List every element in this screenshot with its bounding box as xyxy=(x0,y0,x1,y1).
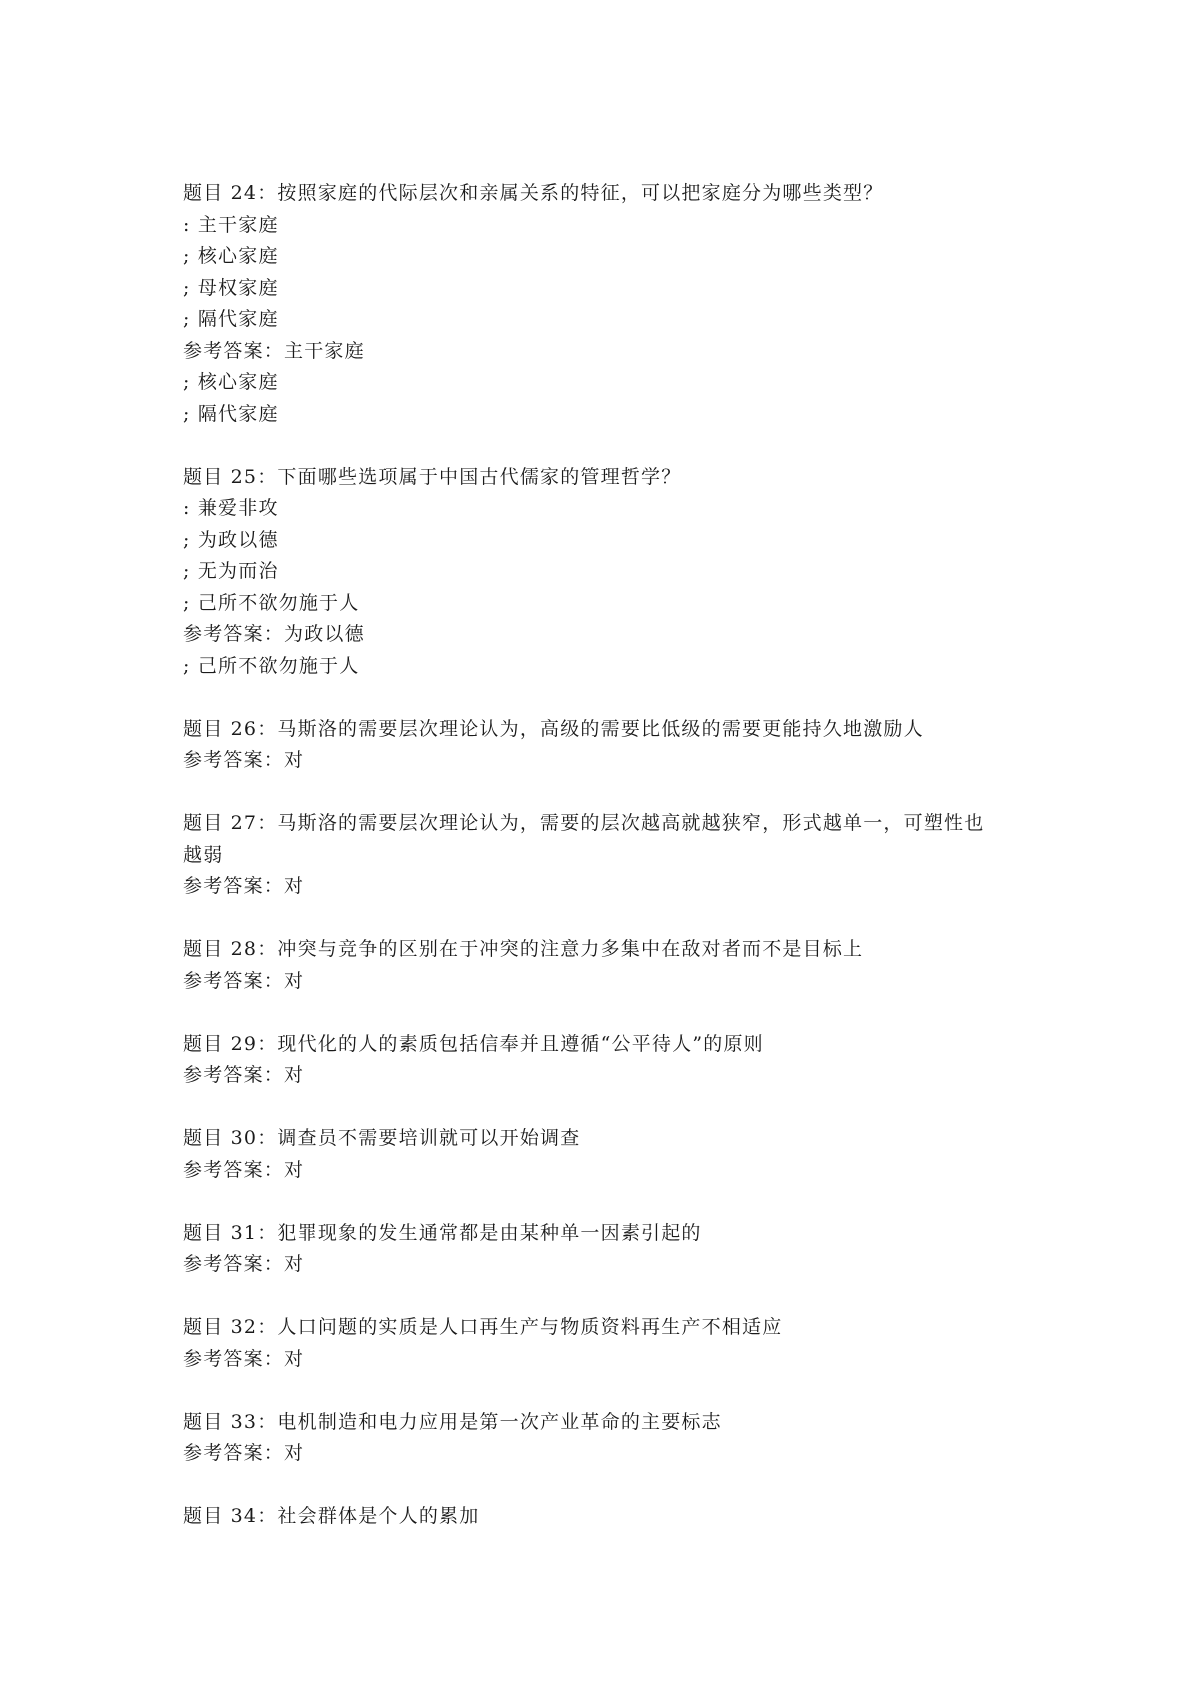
reference-answer: 参考答案：为政以德 xyxy=(183,623,365,645)
reference-answer: 参考答案：对 xyxy=(183,1442,305,1464)
reference-answer: 参考答案：主干家庭 xyxy=(183,339,365,362)
question-block-30 xyxy=(183,1123,1023,1186)
option: : 兼爱非攻 xyxy=(183,497,279,519)
option: ; 为政以德 xyxy=(183,528,279,551)
question-text: 题目 33：电机制造和电力应用是第一次产业革命的主要标志 xyxy=(183,1410,722,1433)
reference-answer: 参考答案：对 xyxy=(183,1064,305,1086)
reference-answer: 参考答案：对 xyxy=(183,749,305,771)
question-block-33 xyxy=(183,1407,1023,1470)
question-text: 题目 30：调查员不需要培训就可以开始调查 xyxy=(183,1127,581,1149)
question-text: 题目 31：犯罪现象的发生通常都是由某种单一因素引起的 xyxy=(183,1221,702,1244)
reference-answer-extra: ; 核心家庭 xyxy=(183,371,279,393)
question-text: 题目 32：人口问题的实质是人口再生产与物质资料再生产不相适应 xyxy=(183,1316,783,1338)
option: ; 无为而治 xyxy=(183,560,279,582)
option: ; 己所不欲勿施于人 xyxy=(183,591,360,614)
question-block-34 xyxy=(183,1501,1023,1533)
question-text: 题目 28：冲突与竞争的区别在于冲突的注意力多集中在敌对者而不是目标上 xyxy=(183,938,864,960)
option: ; 核心家庭 xyxy=(183,245,279,267)
question-list xyxy=(183,178,1023,1564)
question-text: 题目 27：马斯洛的需要层次理论认为，需要的层次越高就越狭窄，形式越单一，可塑性也 xyxy=(183,812,985,834)
reference-answer-extra: ; 己所不欲勿施于人 xyxy=(183,654,360,677)
question-text: 题目 34：社会群体是个人的累加 xyxy=(183,1505,480,1527)
question-block-27 xyxy=(183,808,1023,903)
option: ; 母权家庭 xyxy=(183,276,279,299)
question-block-24 xyxy=(183,178,1023,430)
reference-answer: 参考答案：对 xyxy=(183,875,305,897)
reference-answer: 参考答案：对 xyxy=(183,969,305,992)
question-text-continued: 越弱 xyxy=(183,843,224,866)
question-block-29 xyxy=(183,1029,1023,1092)
question-block-25 xyxy=(183,462,1023,683)
option: : 主干家庭 xyxy=(183,213,279,236)
reference-answer: 参考答案：对 xyxy=(183,1158,305,1181)
question-text: 题目 29：现代化的人的素质包括信奉并且遵循“公平待人”的原则 xyxy=(183,1032,764,1055)
question-block-32 xyxy=(183,1312,1023,1375)
option: ; 隔代家庭 xyxy=(183,308,279,330)
reference-answer: 参考答案：对 xyxy=(183,1347,305,1370)
reference-answer-extra: ; 隔代家庭 xyxy=(183,402,279,425)
question-text: 题目 26：马斯洛的需要层次理论认为，高级的需要比低级的需要更能持久地激励人 xyxy=(183,717,924,740)
question-block-28 xyxy=(183,934,1023,997)
question-block-31 xyxy=(183,1218,1023,1281)
question-block-26 xyxy=(183,714,1023,777)
question-text: 题目 24：按照家庭的代际层次和亲属关系的特征，可以把家庭分为哪些类型？ xyxy=(183,182,884,204)
question-text: 题目 25：下面哪些选项属于中国古代儒家的管理哲学？ xyxy=(183,465,682,488)
reference-answer: 参考答案：对 xyxy=(183,1253,305,1275)
